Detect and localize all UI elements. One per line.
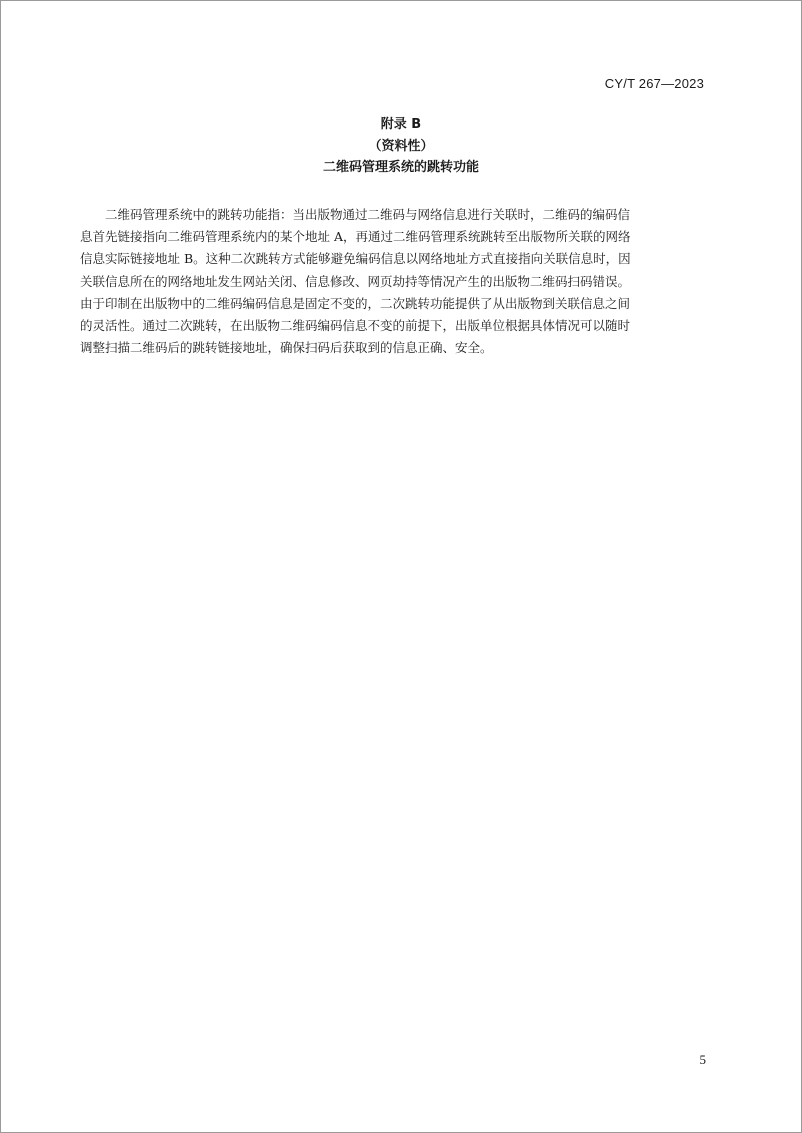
paragraph-line: 的灵活性。通过二次跳转，在出版物二维码编码信息不变的前提下，出版单位根据具体情况可以随时	[80, 317, 631, 333]
appendix-nature: （资料性）	[368, 138, 434, 154]
appendix-heading	[0, 114, 802, 179]
standard-code: CY/T 267—2023	[604, 76, 704, 91]
appendix-label: 附录 B	[380, 117, 422, 132]
paragraph-line: 调整扫描二维码后的跳转链接地址，确保扫码后获取到的信息正确、安全。	[80, 340, 493, 356]
appendix-title: 二维码管理系统的跳转功能	[322, 160, 479, 175]
page-number: 5	[699, 1052, 706, 1067]
paragraph-line: 息首先链接指向二维码管理系统内的某个地址 A，再通过二维码管理系统跳转至出版物所关联的网络	[80, 229, 631, 245]
paragraph-line: 二维码管理系统中的跳转功能指：当出版物通过二维码与网络信息进行关联时，二维码的编码信	[105, 207, 631, 222]
body-paragraph	[80, 204, 720, 359]
paragraph-line: 关联信息所在的网络地址发生网站关闭、信息修改、网页劫持等情况产生的出版物二维码扫码错误。	[80, 273, 631, 289]
paragraph-line: 由于印制在出版物中的二维码编码信息是固定不变的，二次跳转功能提供了从出版物到关联信息之间	[80, 295, 631, 311]
paragraph-line: 信息实际链接地址 B。这种二次跳转方式能够避免编码信息以网络地址方式直接指向关联信息时，因	[80, 251, 631, 267]
